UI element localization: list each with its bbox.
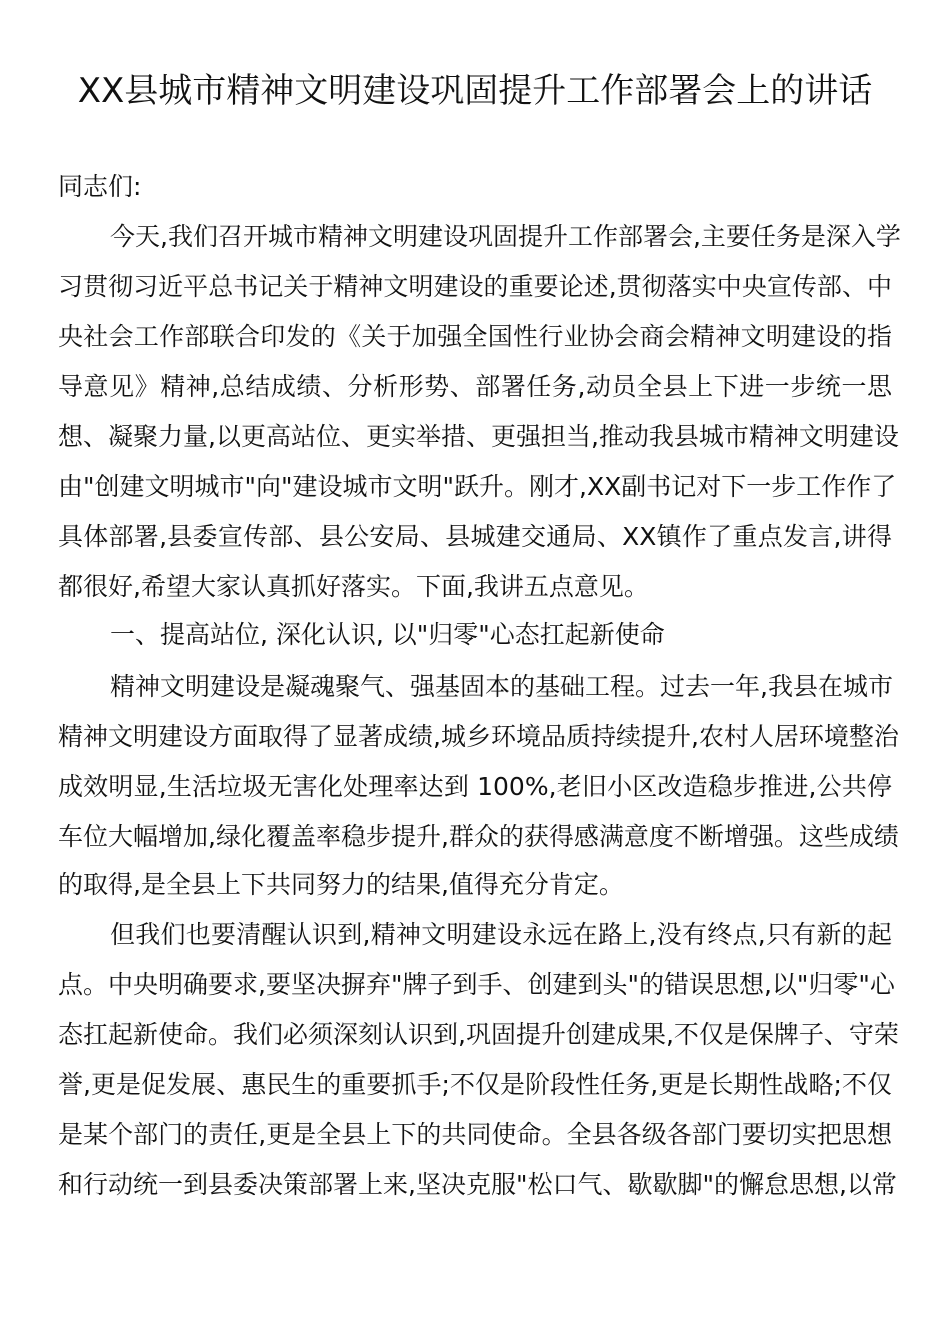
paragraph-line: 由"创建文明城市"向"建设城市文明"跃升。刚才,XX副书记对下一步工作作了 — [58, 472, 897, 501]
paragraph-line: 的取得,是全县上下共同努力的结果,值得充分肯定。 — [58, 870, 624, 899]
section-heading: 一、提高站位, 深化认识, 以"归零"心态扛起新使命 — [110, 620, 665, 649]
paragraph-line: 想、凝聚力量,以更高站位、更实举措、更强担当,推动我县城市精神文明建设 — [58, 422, 899, 451]
paragraph-line: 是某个部门的责任,更是全县上下的共同使命。全县各级各部门要切实把思想 — [58, 1120, 892, 1149]
salutation: 同志们: — [58, 172, 142, 201]
paragraph-line: 具体部署,县委宣传部、县公安局、县城建交通局、XX镇作了重点发言,讲得 — [58, 522, 892, 551]
document-title: XX县城市精神文明建设巩固提升工作部署会上的讲话 — [77, 71, 873, 111]
paragraph-line: 态扛起新使命。我们必须深刻认识到,巩固提升创建成果,不仅是保牌子、守荣 — [58, 1020, 899, 1049]
paragraph-line: 习贯彻习近平总书记关于精神文明建设的重要论述,贯彻落实中央宣传部、中 — [58, 272, 892, 301]
paragraph-line: 成效明显,生活垃圾无害化处理率达到 100%,老旧小区改造稳步推进,公共停 — [58, 772, 892, 801]
paragraph-line: 今天,我们召开城市精神文明建设巩固提升工作部署会,主要任务是深入学 — [110, 222, 901, 251]
paragraph-line: 车位大幅增加,绿化覆盖率稳步提升,群众的获得感满意度不断增强。这些成绩 — [58, 822, 899, 851]
paragraph-line: 精神文明建设方面取得了显著成绩,城乡环境品质持续提升,农村人居环境整治 — [58, 722, 899, 751]
paragraph-line: 央社会工作部联合印发的《关于加强全国性行业协会商会精神文明建设的指 — [58, 322, 892, 351]
paragraph-line: 都很好,希望大家认真抓好落实。下面,我讲五点意见。 — [58, 572, 649, 601]
paragraph-line: 誉,更是促发展、惠民生的重要抓手;不仅是阶段性任务,更是长期性战略;不仅 — [58, 1070, 892, 1099]
paragraph-line: 点。中央明确要求,要坚决摒弃"牌子到手、创建到头"的错误思想,以"归零"心 — [58, 970, 895, 999]
paragraph-line: 和行动统一到县委决策部署上来,坚决克服"松口气、歇歇脚"的懈怠思想,以常 — [58, 1170, 897, 1199]
paragraph-line: 但我们也要清醒认识到,精神文明建设永远在路上,没有终点,只有新的起 — [110, 920, 892, 949]
paragraph-line: 导意见》精神,总结成绩、分析形势、部署任务,动员全县上下进一步统一思 — [58, 372, 892, 401]
paragraph-line: 精神文明建设是凝魂聚气、强基固本的基础工程。过去一年,我县在城市 — [110, 672, 893, 701]
